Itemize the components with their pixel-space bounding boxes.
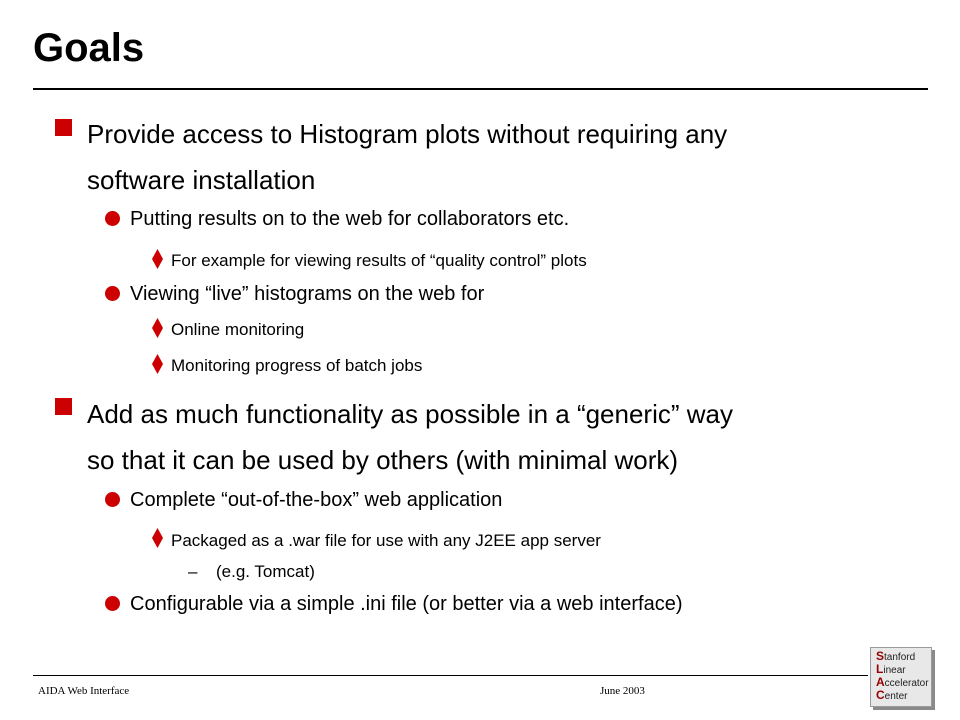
title-divider bbox=[33, 88, 928, 90]
footer-divider bbox=[33, 675, 868, 676]
bullet-2-line-2: so that it can be used by others (with minimal work) bbox=[87, 445, 679, 475]
bullet-1-line-1: Provide access to Histogram plots without requiring any bbox=[87, 119, 728, 149]
square-bullet-icon bbox=[55, 398, 72, 415]
dash-bullet: – bbox=[188, 562, 198, 581]
diamond-bullet-icon bbox=[152, 354, 163, 374]
bullet-1-1-text: Putting results on to the web for collaborators etc. bbox=[130, 208, 570, 230]
circle-bullet-icon bbox=[105, 492, 120, 507]
bullet-2-1-1-1-text: (e.g. Tomcat) bbox=[216, 562, 315, 581]
bullet-2-1-text: Complete “out-of-the-box” web application bbox=[130, 489, 503, 511]
bullet-1-1-1-text: For example for viewing results of “quality control” plots bbox=[171, 251, 587, 270]
logo-line: Stanford bbox=[876, 649, 916, 663]
circle-bullet-icon bbox=[105, 211, 120, 226]
circle-bullet-icon bbox=[105, 596, 120, 611]
logo-line: Linear bbox=[876, 662, 906, 676]
bullet-1-2-2-text: Monitoring progress of batch jobs bbox=[171, 356, 423, 375]
bullet-2-2-text: Configurable via a simple .ini file (or better via a web interface) bbox=[130, 593, 683, 615]
diamond-bullet-icon bbox=[152, 528, 163, 548]
footer-date: June 2003 bbox=[600, 685, 645, 697]
diamond-bullet-icon bbox=[152, 318, 163, 338]
bullet-2-line-1: Add as much functionality as possible in a “generic” way bbox=[87, 399, 733, 429]
bullet-1-2-text: Viewing “live” histograms on the web for bbox=[130, 283, 485, 305]
square-bullet-icon bbox=[55, 119, 72, 136]
bullet-1-line-2: software installation bbox=[87, 165, 316, 195]
logo-line: Center bbox=[876, 688, 908, 702]
circle-bullet-icon bbox=[105, 286, 120, 301]
bullet-2-1-1-text: Packaged as a .war file for use with any J2EE app server bbox=[171, 531, 601, 550]
slide-title: Goals bbox=[33, 26, 145, 70]
slac-logo bbox=[870, 647, 932, 707]
footer-left-text: AIDA Web Interface bbox=[38, 685, 130, 697]
logo-line: Accelerator bbox=[876, 675, 929, 689]
diamond-bullet-icon bbox=[152, 249, 163, 269]
bullet-1-2-1-text: Online monitoring bbox=[171, 320, 305, 339]
